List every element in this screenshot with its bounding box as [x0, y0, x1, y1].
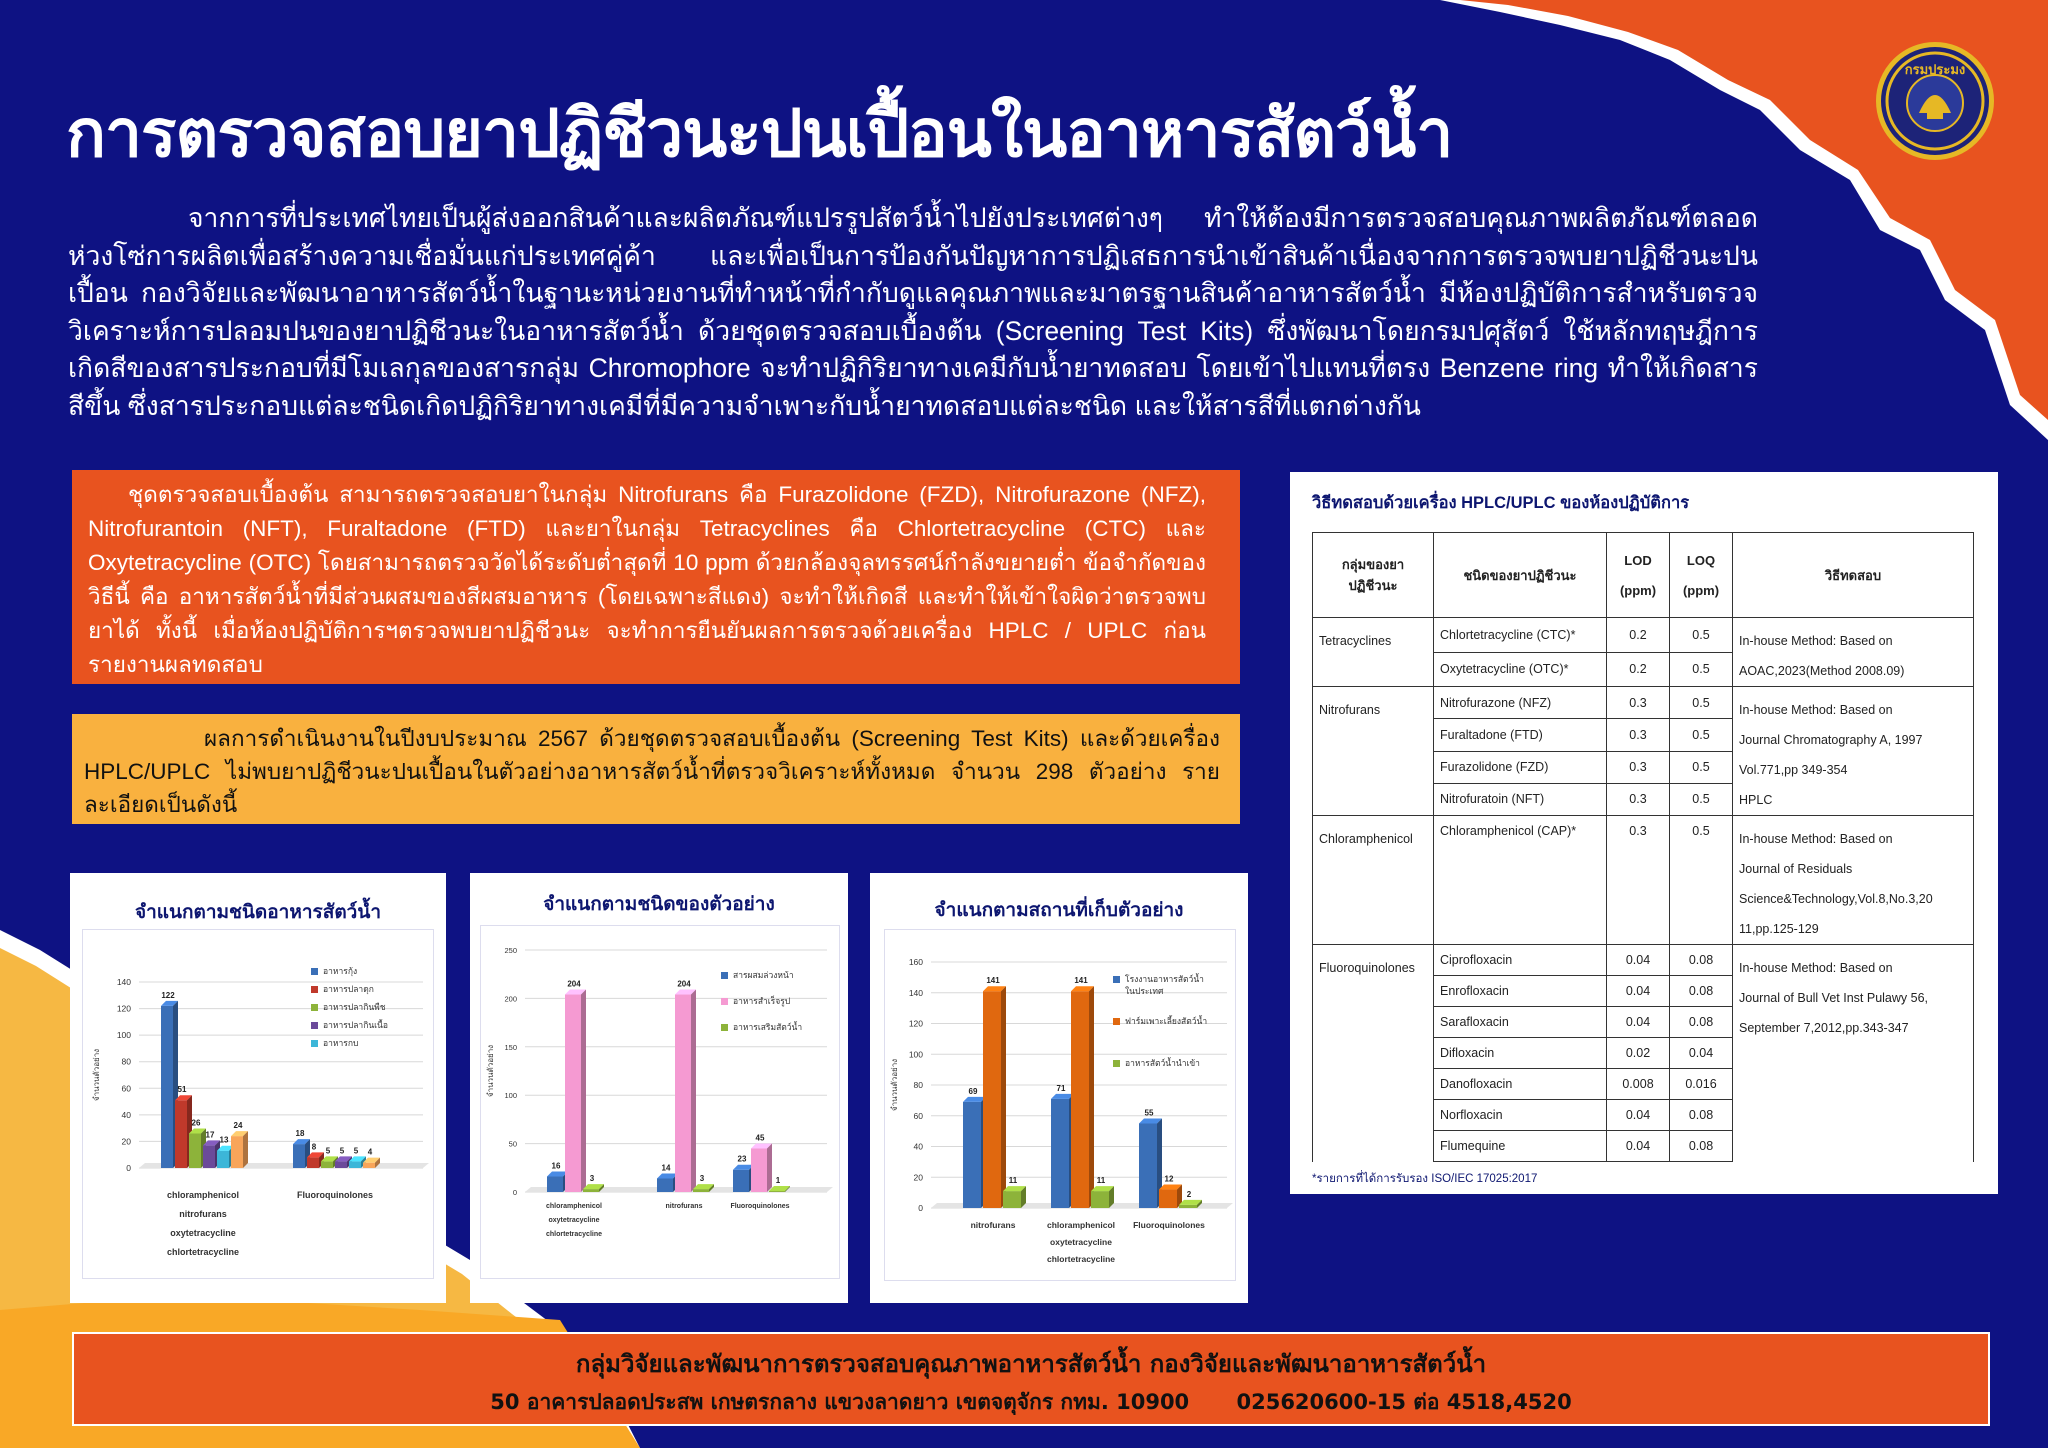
drug-group: Nitrofurans	[1313, 687, 1434, 816]
bar	[1003, 1191, 1021, 1208]
x-category-label: oxytetracycline	[1050, 1237, 1112, 1247]
data-label: 23	[737, 1154, 747, 1164]
hplc-method-panel	[1290, 472, 1998, 1194]
test-method	[1733, 945, 1974, 1162]
loq-value: 0.5	[1670, 618, 1733, 653]
footer-contact	[74, 1386, 1988, 1419]
chart-area	[884, 929, 1236, 1281]
intro-paragraph: จากการที่ประเทศไทยเป็นผู้ส่งออกสินค้าและผลิตภัณฑ์แปรรูปสัตว์น้ำไปยังประเทศต่างๆ ทำให้ต้องมีการตรวจสอบคุณภาพผลิตภัณฑ์ตลอดห่วงโซ่การผลิตเพื่อสร้างความเชื่อมั่นแก่ประเทศคู่ค้า และเพื่อเป็นการป้องกันปัญหาการปฏิเสธการนำเข้าสินค้าเนื่องจากการตรวจพบยาปฏิชีวนะปนเปื้อน กองวิจัยและพัฒนาอาหารสัตว์น้ำในฐานะหน่วยงานที่ทำหน้าที่กำกับดูแลคุณภาพและมาตรฐานสินค้าอาหารสัตว์น้ำ มีห้องปฏิบัติการสำหรับตรวจวิเคราะห์การปลอมปนของยาปฏิชีวนะในอาหารสัตว์น้ำ ด้วยชุดตรวจสอบเบื้องต้น (Screening Test Kits) ซึ่งพัฒนาโดยกรมปศุสัตว์ ใช้หลักทฤษฎีการเกิดสีของสารประกอบที่มีโมเลกุลของสารกลุ่ม Chromophore จะทำปฏิกิริยาทางเคมีกับน้ำยาทดสอบ โดยเข้าไปแทนที่ตรง Benzene ring ทำให้เกิดสารสีขึ้น ซึ่งสารประกอบแต่ละชนิดเกิดปฏิกิริยาทางเคมีที่มีความจำเพาะกับน้ำยาทดสอบแต่ละชนิด และให้สารสีที่แตกต่างกัน	[68, 203, 1758, 421]
method-line: In-house Method: Based on	[1739, 961, 1893, 975]
y-tick-label: 0	[126, 1163, 131, 1173]
data-label: 122	[161, 990, 175, 1000]
legend-swatch	[311, 968, 318, 975]
bar	[983, 991, 1001, 1208]
data-label: 18	[295, 1129, 305, 1139]
legend-swatch	[1113, 1018, 1120, 1025]
y-tick-label: 20	[913, 1172, 923, 1183]
table-title: วิธีทดสอบด้วยเครื่อง HPLC/UPLC ของห้องปฏิบัติการ	[1312, 494, 1690, 512]
bar-side	[243, 1131, 248, 1168]
bar	[733, 1170, 749, 1192]
loq-value: 0.04	[1670, 1038, 1733, 1069]
x-category-label: chloramphenicol	[545, 1203, 603, 1210]
lod-value: 0.3	[1607, 816, 1670, 945]
loq-value: 0.5	[1670, 816, 1733, 945]
bar	[565, 995, 581, 1192]
loq-value: 0.5	[1670, 652, 1733, 687]
y-tick-label: 60	[121, 1083, 131, 1094]
drug-name: Danofloxacin	[1434, 1069, 1607, 1100]
y-tick-label: 120	[908, 1018, 923, 1029]
legend-label: ในประเทศ	[1125, 987, 1164, 997]
x-category-label: chlortetracycline	[1046, 1254, 1116, 1264]
y-tick-label: 140	[908, 987, 923, 998]
bar	[769, 1191, 785, 1192]
data-label: 16	[551, 1161, 561, 1171]
loq-value: 0.08	[1670, 976, 1733, 1007]
lod-value: 0.3	[1607, 687, 1670, 719]
header-drug: ชนิดของยาปฏิชีวนะ	[1434, 533, 1607, 618]
header-lod: LOD (ppm)	[1607, 533, 1670, 618]
test-method	[1733, 816, 1974, 945]
table-row	[1313, 618, 1974, 653]
data-label: 141	[1074, 976, 1088, 986]
chart-area	[82, 929, 434, 1279]
lod-value: 0.008	[1607, 1069, 1670, 1100]
bar	[1159, 1190, 1177, 1208]
bar	[203, 1145, 215, 1168]
y-axis-label: จำนวนตัวอย่าง	[890, 1058, 899, 1112]
y-tick-label: 250	[504, 946, 517, 955]
data-label: 55	[1144, 1108, 1154, 1118]
bar-chart-location	[885, 930, 1235, 1280]
header-method: วิธีทดสอบ	[1733, 533, 1974, 618]
bar-side	[1089, 986, 1094, 1208]
bar-chart-feed-type	[83, 930, 433, 1278]
lod-value: 0.02	[1607, 1038, 1670, 1069]
drug-name: Norfloxacin	[1434, 1100, 1607, 1131]
data-label: 2	[1186, 1189, 1192, 1199]
y-tick-label: 100	[116, 1030, 131, 1041]
x-category-label: nitrofurans	[179, 1209, 227, 1219]
legend-label: อาหารเสริมสัตว์น้ำ	[733, 1023, 803, 1033]
y-tick-label: 160	[908, 957, 923, 967]
legend-swatch	[1113, 1060, 1120, 1067]
x-category-label: Fluoroquinolones	[297, 1190, 373, 1200]
drug-name: Furaltadone (FTD)	[1434, 719, 1607, 751]
bar	[963, 1102, 981, 1208]
data-label: 69	[968, 1086, 978, 1096]
y-tick-label: 40	[121, 1109, 131, 1120]
drug-name: Nitrofuratoin (NFT)	[1434, 783, 1607, 815]
hplc-method-table	[1312, 532, 1974, 1162]
data-label: 141	[986, 976, 1000, 986]
bar	[175, 1100, 187, 1168]
legend-label: สารผสมล่วงหน้า	[733, 971, 794, 981]
y-tick-label: 0	[512, 1188, 517, 1197]
x-category-label: chloramphenicol	[166, 1190, 240, 1200]
bar	[1091, 1191, 1109, 1208]
bar	[1139, 1123, 1157, 1208]
table-row	[1313, 945, 1974, 976]
drug-group: Tetracyclines	[1313, 618, 1434, 687]
drug-name: Flumequine	[1434, 1131, 1607, 1162]
legend-label: อาหารปลาดุก	[323, 985, 374, 995]
legend-label: โรงงานอาหารสัตว์น้ำ	[1125, 975, 1204, 985]
y-tick-label: 150	[504, 1042, 517, 1052]
loq-value: 0.5	[1670, 719, 1733, 751]
legend-swatch	[721, 998, 728, 1005]
method-line: In-house Method: Based on	[1739, 634, 1893, 648]
drug-name: Chloramphenicol (CAP)*	[1434, 816, 1607, 945]
test-method	[1733, 618, 1974, 687]
y-axis-label: จำนวนตัวอย่าง	[92, 1048, 101, 1102]
legend-swatch	[311, 986, 318, 993]
bar	[1071, 991, 1089, 1208]
chart-panel-feed-type	[70, 873, 446, 1303]
y-tick-label: 100	[504, 1091, 517, 1101]
data-label: 5	[353, 1146, 359, 1156]
data-label: 51	[177, 1085, 187, 1095]
method-line: Vol.771,pp 349-354	[1739, 763, 1848, 777]
data-label: 5	[325, 1146, 331, 1156]
legend-label: อาหารปลากินเนื้อ	[323, 1021, 388, 1031]
y-tick-label: 0	[918, 1203, 923, 1213]
table-row	[1313, 687, 1974, 719]
lod-value: 0.04	[1607, 1131, 1670, 1162]
chart-area	[480, 925, 840, 1279]
x-category-label: Fluoroquinolones	[730, 1203, 790, 1210]
legend-label: อาหารสัตว์น้ำนำเข้า	[1125, 1059, 1200, 1069]
accreditation-note: *รายการที่ได้การรับรอง ISO/IEC 17025:2017	[1312, 1173, 1538, 1185]
data-label: 204	[677, 979, 691, 989]
method-line: In-house Method: Based on	[1739, 832, 1893, 846]
legend-label: อาหารปลากินพืช	[323, 1003, 386, 1013]
lod-value: 0.3	[1607, 751, 1670, 783]
y-tick-label: 80	[121, 1056, 131, 1067]
data-label: 1	[775, 1176, 781, 1186]
lod-value: 0.3	[1607, 719, 1670, 751]
logo-text: กรมประมง	[1904, 63, 1966, 78]
bar	[675, 995, 691, 1192]
chart-title: จำแนกตามชนิดของตัวอย่าง	[543, 893, 775, 915]
footer-banner	[72, 1332, 1990, 1426]
bar	[231, 1136, 243, 1168]
method-line: In-house Method: Based on	[1739, 703, 1893, 717]
bar	[321, 1161, 333, 1168]
chart-panel-sample-type	[470, 873, 848, 1303]
bar	[583, 1189, 599, 1192]
legend-swatch	[1113, 976, 1120, 983]
drug-name: Ciprofloxacin	[1434, 945, 1607, 976]
method-line: HPLC	[1739, 793, 1773, 807]
drug-name: Chlortetracycline (CTC)*	[1434, 618, 1607, 653]
lod-value: 0.04	[1607, 945, 1670, 976]
drug-name: Sarafloxacin	[1434, 1007, 1607, 1038]
data-label: 26	[191, 1118, 201, 1128]
drug-name: Difloxacin	[1434, 1038, 1607, 1069]
drug-group: Fluoroquinolones	[1313, 945, 1434, 1162]
data-label: 71	[1056, 1083, 1066, 1093]
data-label: 12	[1164, 1174, 1174, 1184]
data-label: 17	[205, 1130, 215, 1140]
y-axis-label: จำนวนตัวอย่าง	[486, 1044, 495, 1098]
x-category-label: oxytetracycline	[548, 1217, 600, 1224]
method-line: Science&Technology,Vol.8,No.3,20	[1739, 892, 1933, 906]
bar	[217, 1151, 229, 1168]
drug-name: Oxytetracycline (OTC)*	[1434, 652, 1607, 687]
bar-side	[767, 1143, 772, 1192]
bar	[751, 1148, 767, 1192]
legend-label: อาหารสำเร็จรูป	[733, 997, 791, 1007]
method-line: Journal of Bull Vet Inst Pulawy 56,	[1739, 991, 1928, 1005]
bar	[657, 1178, 673, 1192]
x-category-label: chlortetracycline	[166, 1247, 240, 1257]
bar-side	[1001, 986, 1006, 1208]
loq-value: 0.08	[1670, 1007, 1733, 1038]
drug-name: Enrofloxacin	[1434, 976, 1607, 1007]
loq-value: 0.08	[1670, 1131, 1733, 1162]
data-label: 11	[1096, 1176, 1106, 1186]
data-label: 24	[233, 1121, 243, 1131]
data-label: 11	[1008, 1176, 1018, 1186]
y-tick-label: 20	[121, 1136, 131, 1147]
loq-value: 0.5	[1670, 783, 1733, 815]
bar	[547, 1177, 563, 1192]
method-line: Journal Chromatography A, 1997	[1739, 733, 1923, 747]
method-line: AOAC,2023(Method 2008.09)	[1739, 664, 1905, 678]
lod-value: 0.04	[1607, 1100, 1670, 1131]
legend-label: อาหารกบ	[323, 1039, 359, 1049]
x-category-label: nitrofurans	[665, 1203, 703, 1210]
x-category-label: chloramphenicol	[1046, 1220, 1116, 1230]
loq-value: 0.5	[1670, 687, 1733, 719]
method-line: September 7,2012,pp.343-347	[1739, 1021, 1909, 1035]
footer-org: กลุ่มวิจัยและพัฒนาการตรวจสอบคุณภาพอาหารสัตว์น้ำ กองวิจัยและพัฒนาอาหารสัตว์น้ำ	[575, 1350, 1487, 1378]
data-label: 13	[219, 1135, 229, 1145]
y-tick-label: 60	[913, 1110, 923, 1121]
lod-value: 0.04	[1607, 1007, 1670, 1038]
results-summary: ผลการดำเนินงานในปีงบประมาณ 2567 ด้วยชุดตรวจสอบเบื้องต้น (Screening Test Kits) และด้วยเครื่อง HPLC/UPLC ไม่พบยาปฏิชีวนะปนเปื้อนในตัวอย่างอาหารสัตว์น้ำที่ตรวจวิเคราะห์ทั้งหมด จำนวน 298 ตัวอย่าง รายละเอียดเป็นดังนี้	[72, 714, 1240, 824]
chart-title: จำแนกตามสถานที่เก็บตัวอย่าง	[934, 899, 1184, 921]
loq-value: 0.08	[1670, 945, 1733, 976]
method-line: 11,pp.125-129	[1739, 922, 1819, 936]
header-loq: LOQ (ppm)	[1670, 533, 1733, 618]
bar	[335, 1161, 347, 1168]
bar	[189, 1133, 201, 1168]
y-tick-label: 140	[116, 977, 131, 987]
bar-chart-sample-type	[481, 926, 839, 1278]
data-label: 14	[661, 1163, 671, 1173]
x-category-label: chlortetracycline	[545, 1231, 603, 1238]
bar	[293, 1144, 305, 1168]
y-tick-label: 100	[908, 1049, 923, 1060]
lod-value: 0.04	[1607, 976, 1670, 1007]
header-group: กลุ่มของยา ปฏิชีวนะ	[1313, 533, 1434, 618]
data-label: 5	[339, 1146, 345, 1156]
legend-label: ฟาร์มเพาะเลี้ยงสัตว์น้ำ	[1125, 1017, 1208, 1027]
legend-label: อาหารกุ้ง	[323, 967, 358, 977]
chart-title: จำแนกตามชนิดอาหารสัตว์น้ำ	[134, 901, 382, 923]
lod-value: 0.2	[1607, 652, 1670, 687]
x-category-label: nitrofurans	[970, 1220, 1016, 1230]
data-label: 45	[755, 1133, 765, 1143]
screening-kit-info: ชุดตรวจสอบเบื้องต้น สามารถตรวจสอบยาในกลุ่ม Nitrofurans คือ Furazolidone (FZD), Nitrofurazone (NFZ), Nitrofurantoin (NFT), Furaltadone (FTD) และยาในกลุ่ม Tetracyclines คือ Chlortetracycline (CTC) และ Oxytetracycline (OTC) โดยสามารถตรวจวัดได้ระดับต่ำสุดที่ 10 ppm ด้วยกล้องจุลทรรศน์กำลังขยายต่ำ ข้อจำกัดของวิธีนี้ คือ อาหารสัตว์น้ำที่มีส่วนผสมของสีผสมอาหาร (โดยเฉพาะสีแดง) จะทำให้เกิดสี และทำให้เข้าใจผิดว่าตรวจพบยาได้ ทั้งนี้ เมื่อห้องปฏิบัติการฯตรวจพบยาปฏิชีวนะ จะทำการยืนยันผลการตรวจด้วยเครื่อง HPLC / UPLC ก่อนรายงานผลทดสอบ	[72, 470, 1240, 684]
bar	[1179, 1205, 1197, 1208]
bar	[349, 1161, 361, 1168]
method-line: Journal of Residuals	[1739, 862, 1853, 876]
legend-swatch	[311, 1022, 318, 1029]
bar-side	[581, 990, 586, 1192]
x-category-label: Fluoroquinolones	[1133, 1220, 1205, 1230]
footer-phone: 025620600-15 ต่อ 4518,4520	[1236, 1390, 1572, 1414]
chart-panel-location	[870, 873, 1248, 1303]
page-title: การตรวจสอบยาปฏิชีวนะปนเปื้อนในอาหารสัตว์น้ำ	[66, 95, 1453, 172]
legend-swatch	[721, 972, 728, 979]
y-tick-label: 120	[116, 1003, 131, 1014]
drug-name: Furazolidone (FZD)	[1434, 751, 1607, 783]
test-method	[1733, 687, 1974, 816]
x-category-label: oxytetracycline	[170, 1228, 236, 1238]
table-row	[1313, 816, 1974, 945]
loq-value: 0.016	[1670, 1069, 1733, 1100]
legend-swatch	[721, 1024, 728, 1031]
y-tick-label: 40	[913, 1141, 923, 1152]
loq-value: 0.5	[1670, 751, 1733, 783]
data-label: 3	[589, 1174, 595, 1184]
footer-address: 50 อาคารปลอดประสพ เกษตรกลาง แขวงลาดยาว เขตจตุจักร กทม. 10900	[490, 1390, 1190, 1414]
y-tick-label: 80	[913, 1080, 923, 1090]
department-seal-logo	[1876, 42, 1994, 160]
y-tick-label: 200	[504, 994, 517, 1004]
loq-value: 0.08	[1670, 1100, 1733, 1131]
legend-swatch	[311, 1040, 318, 1047]
bar	[307, 1157, 319, 1168]
table-header-row	[1313, 533, 1974, 618]
bar-side	[691, 990, 696, 1192]
data-label: 3	[699, 1174, 705, 1184]
bar	[363, 1163, 375, 1168]
lod-value: 0.2	[1607, 618, 1670, 653]
drug-group: Chloramphenicol	[1313, 816, 1434, 945]
y-tick-label: 50	[508, 1139, 517, 1149]
legend-swatch	[311, 1004, 318, 1011]
lod-value: 0.3	[1607, 783, 1670, 815]
drug-name: Nitrofurazone (NFZ)	[1434, 687, 1607, 719]
data-label: 8	[311, 1142, 317, 1152]
bar	[1051, 1099, 1069, 1208]
bar	[693, 1189, 709, 1192]
data-label: 4	[367, 1147, 373, 1157]
bar	[161, 1006, 173, 1168]
data-label: 204	[567, 979, 581, 989]
